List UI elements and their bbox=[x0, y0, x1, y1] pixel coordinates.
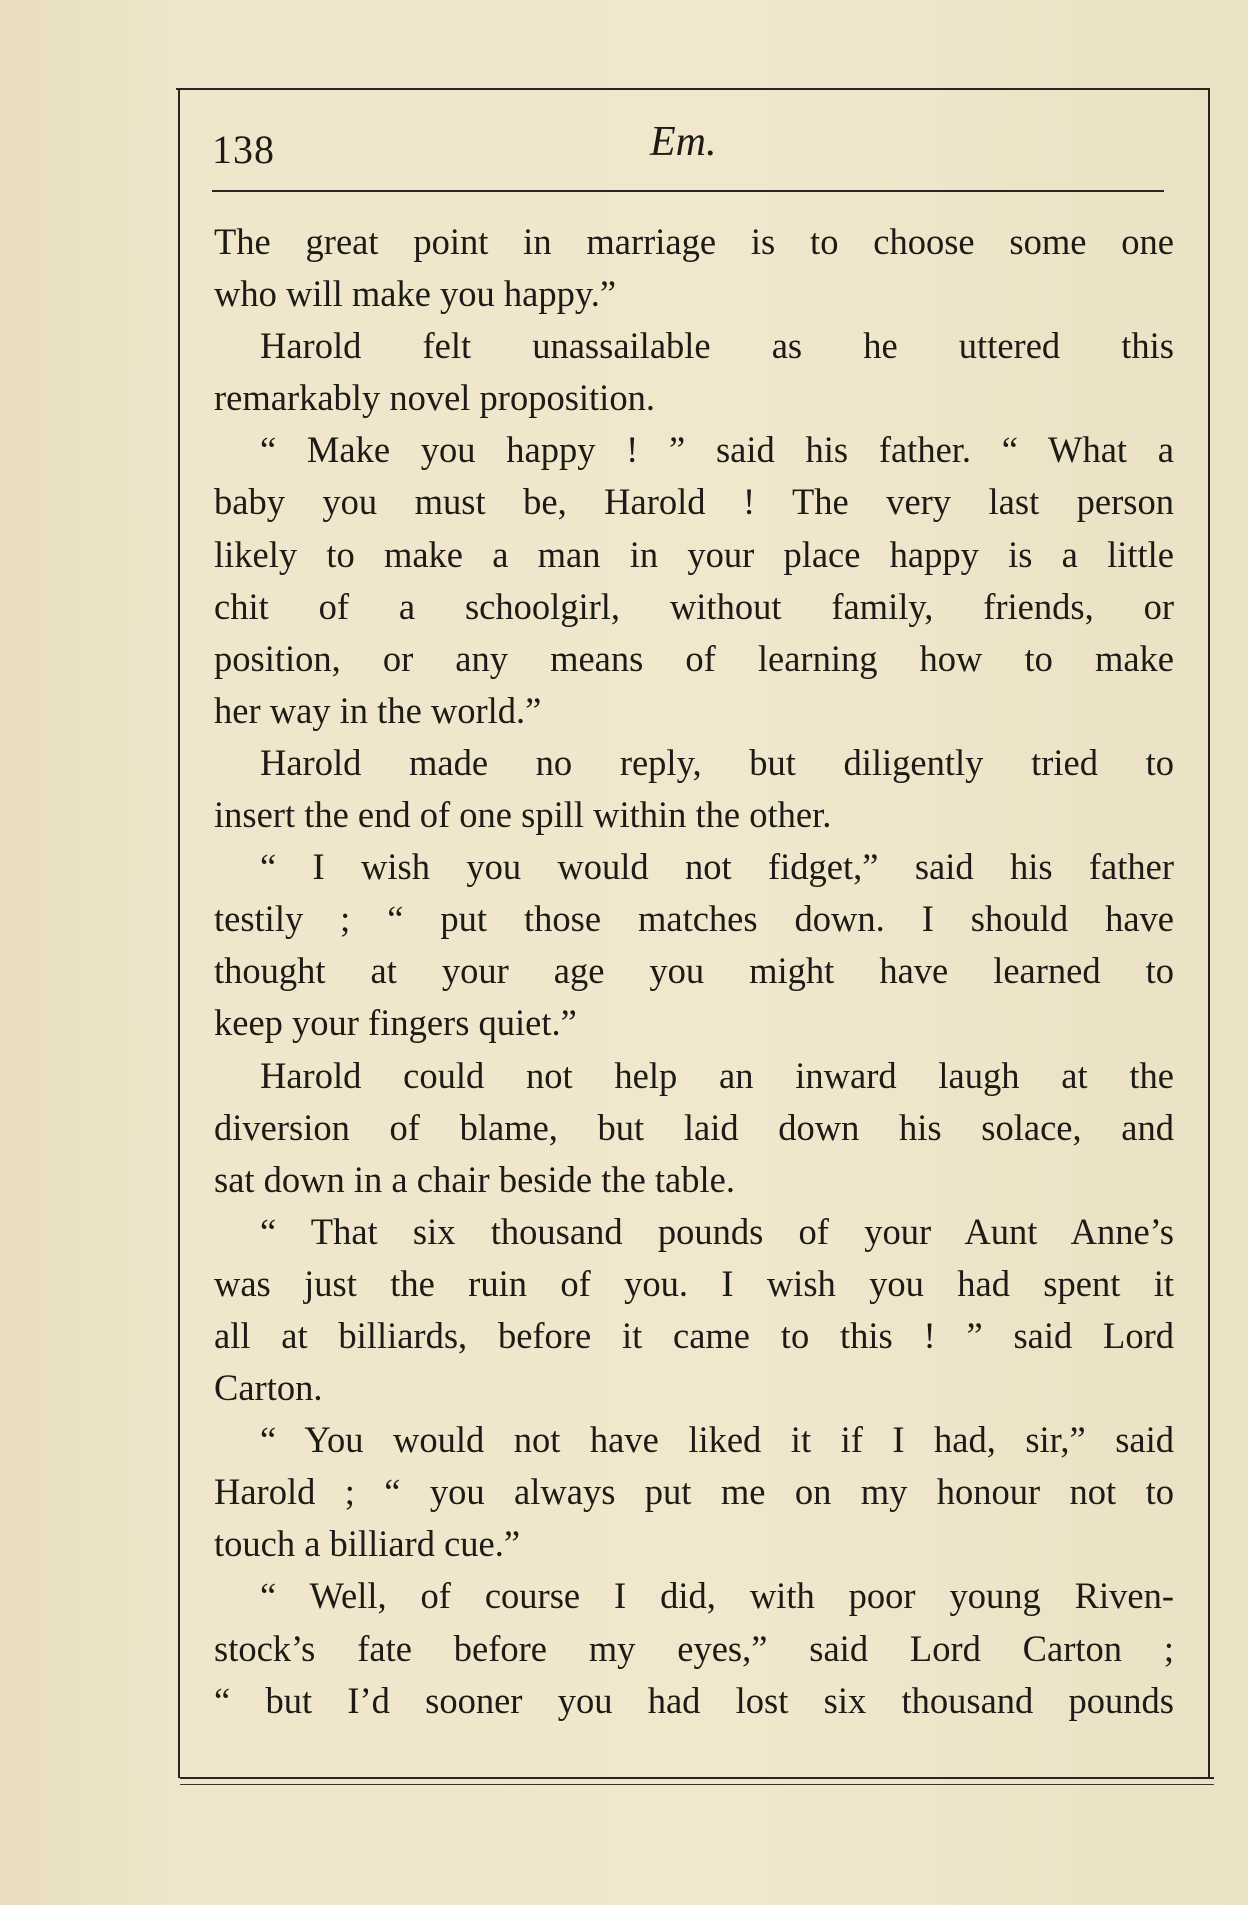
text-line: was just the ruin of you. I wish you had spent it bbox=[214, 1262, 1174, 1304]
text-line: Harold felt unassailable as he uttered this bbox=[260, 325, 1174, 367]
text-line: “ That six thousand pounds of your Aunt Anne’s bbox=[260, 1210, 1174, 1252]
text-line: keep your fingers quiet.” bbox=[214, 1002, 577, 1044]
text-line: “ Make you happy ! ” said his father. “ What a bbox=[260, 429, 1174, 471]
page-number: 138 bbox=[212, 127, 275, 172]
text-line: sat down in a chair beside the table. bbox=[214, 1158, 735, 1200]
text-line: “ Well, of course I did, with poor young Riven- bbox=[260, 1575, 1174, 1617]
text-line: Harold could not help an inward laugh at the bbox=[260, 1054, 1174, 1096]
text-line: Harold made no reply, but diligently tried to bbox=[260, 741, 1174, 783]
text-line: diversion of blame, but laid down his solace, and bbox=[214, 1106, 1174, 1148]
text-line: Carton. bbox=[214, 1367, 323, 1409]
frame-right-rule bbox=[1208, 88, 1210, 1778]
text-line: position, or any means of learning how to make bbox=[214, 637, 1174, 679]
body-text bbox=[214, 216, 1174, 1727]
text-line: “ but I’d sooner you had lost six thousand pounds bbox=[214, 1679, 1174, 1721]
text-line: “ You would not have liked it if I had, sir,” said bbox=[260, 1419, 1174, 1461]
frame-left-rule bbox=[178, 88, 180, 1778]
text-line: likely to make a man in your place happy is a little bbox=[214, 533, 1174, 575]
frame-top-rule bbox=[176, 88, 1208, 90]
text-line: “ I wish you would not fidget,” said his father bbox=[260, 846, 1174, 888]
text-line: remarkably novel proposition. bbox=[214, 377, 655, 419]
text-line: her way in the world.” bbox=[214, 689, 542, 731]
running-head bbox=[212, 118, 1172, 178]
text-line: testily ; “ put those matches down. I should have bbox=[214, 898, 1174, 940]
text-line: touch a billiard cue.” bbox=[214, 1523, 521, 1565]
running-title: Em. bbox=[650, 119, 717, 165]
text-line: all at billiards, before it came to this ! ” said Lord bbox=[214, 1314, 1174, 1356]
text-line: who will make you happy.” bbox=[214, 273, 617, 315]
text-line: insert the end of one spill within the other. bbox=[214, 794, 832, 836]
text-line: chit of a schoolgirl, without family, friends, or bbox=[214, 585, 1174, 627]
frame-bottom-rule bbox=[180, 1777, 1214, 1779]
text-line: Harold ; “ you always put me on my honour not to bbox=[214, 1471, 1174, 1513]
text-line: baby you must be, Harold ! The very last person bbox=[214, 481, 1174, 523]
text-line: stock’s fate before my eyes,” said Lord Carton ; bbox=[214, 1627, 1174, 1669]
text-line: The great point in marriage is to choose some one bbox=[214, 221, 1174, 262]
header-rule bbox=[212, 190, 1164, 192]
text-line: thought at your age you might have learned to bbox=[214, 950, 1174, 992]
frame-bottom-rule-inner bbox=[180, 1784, 1214, 1785]
